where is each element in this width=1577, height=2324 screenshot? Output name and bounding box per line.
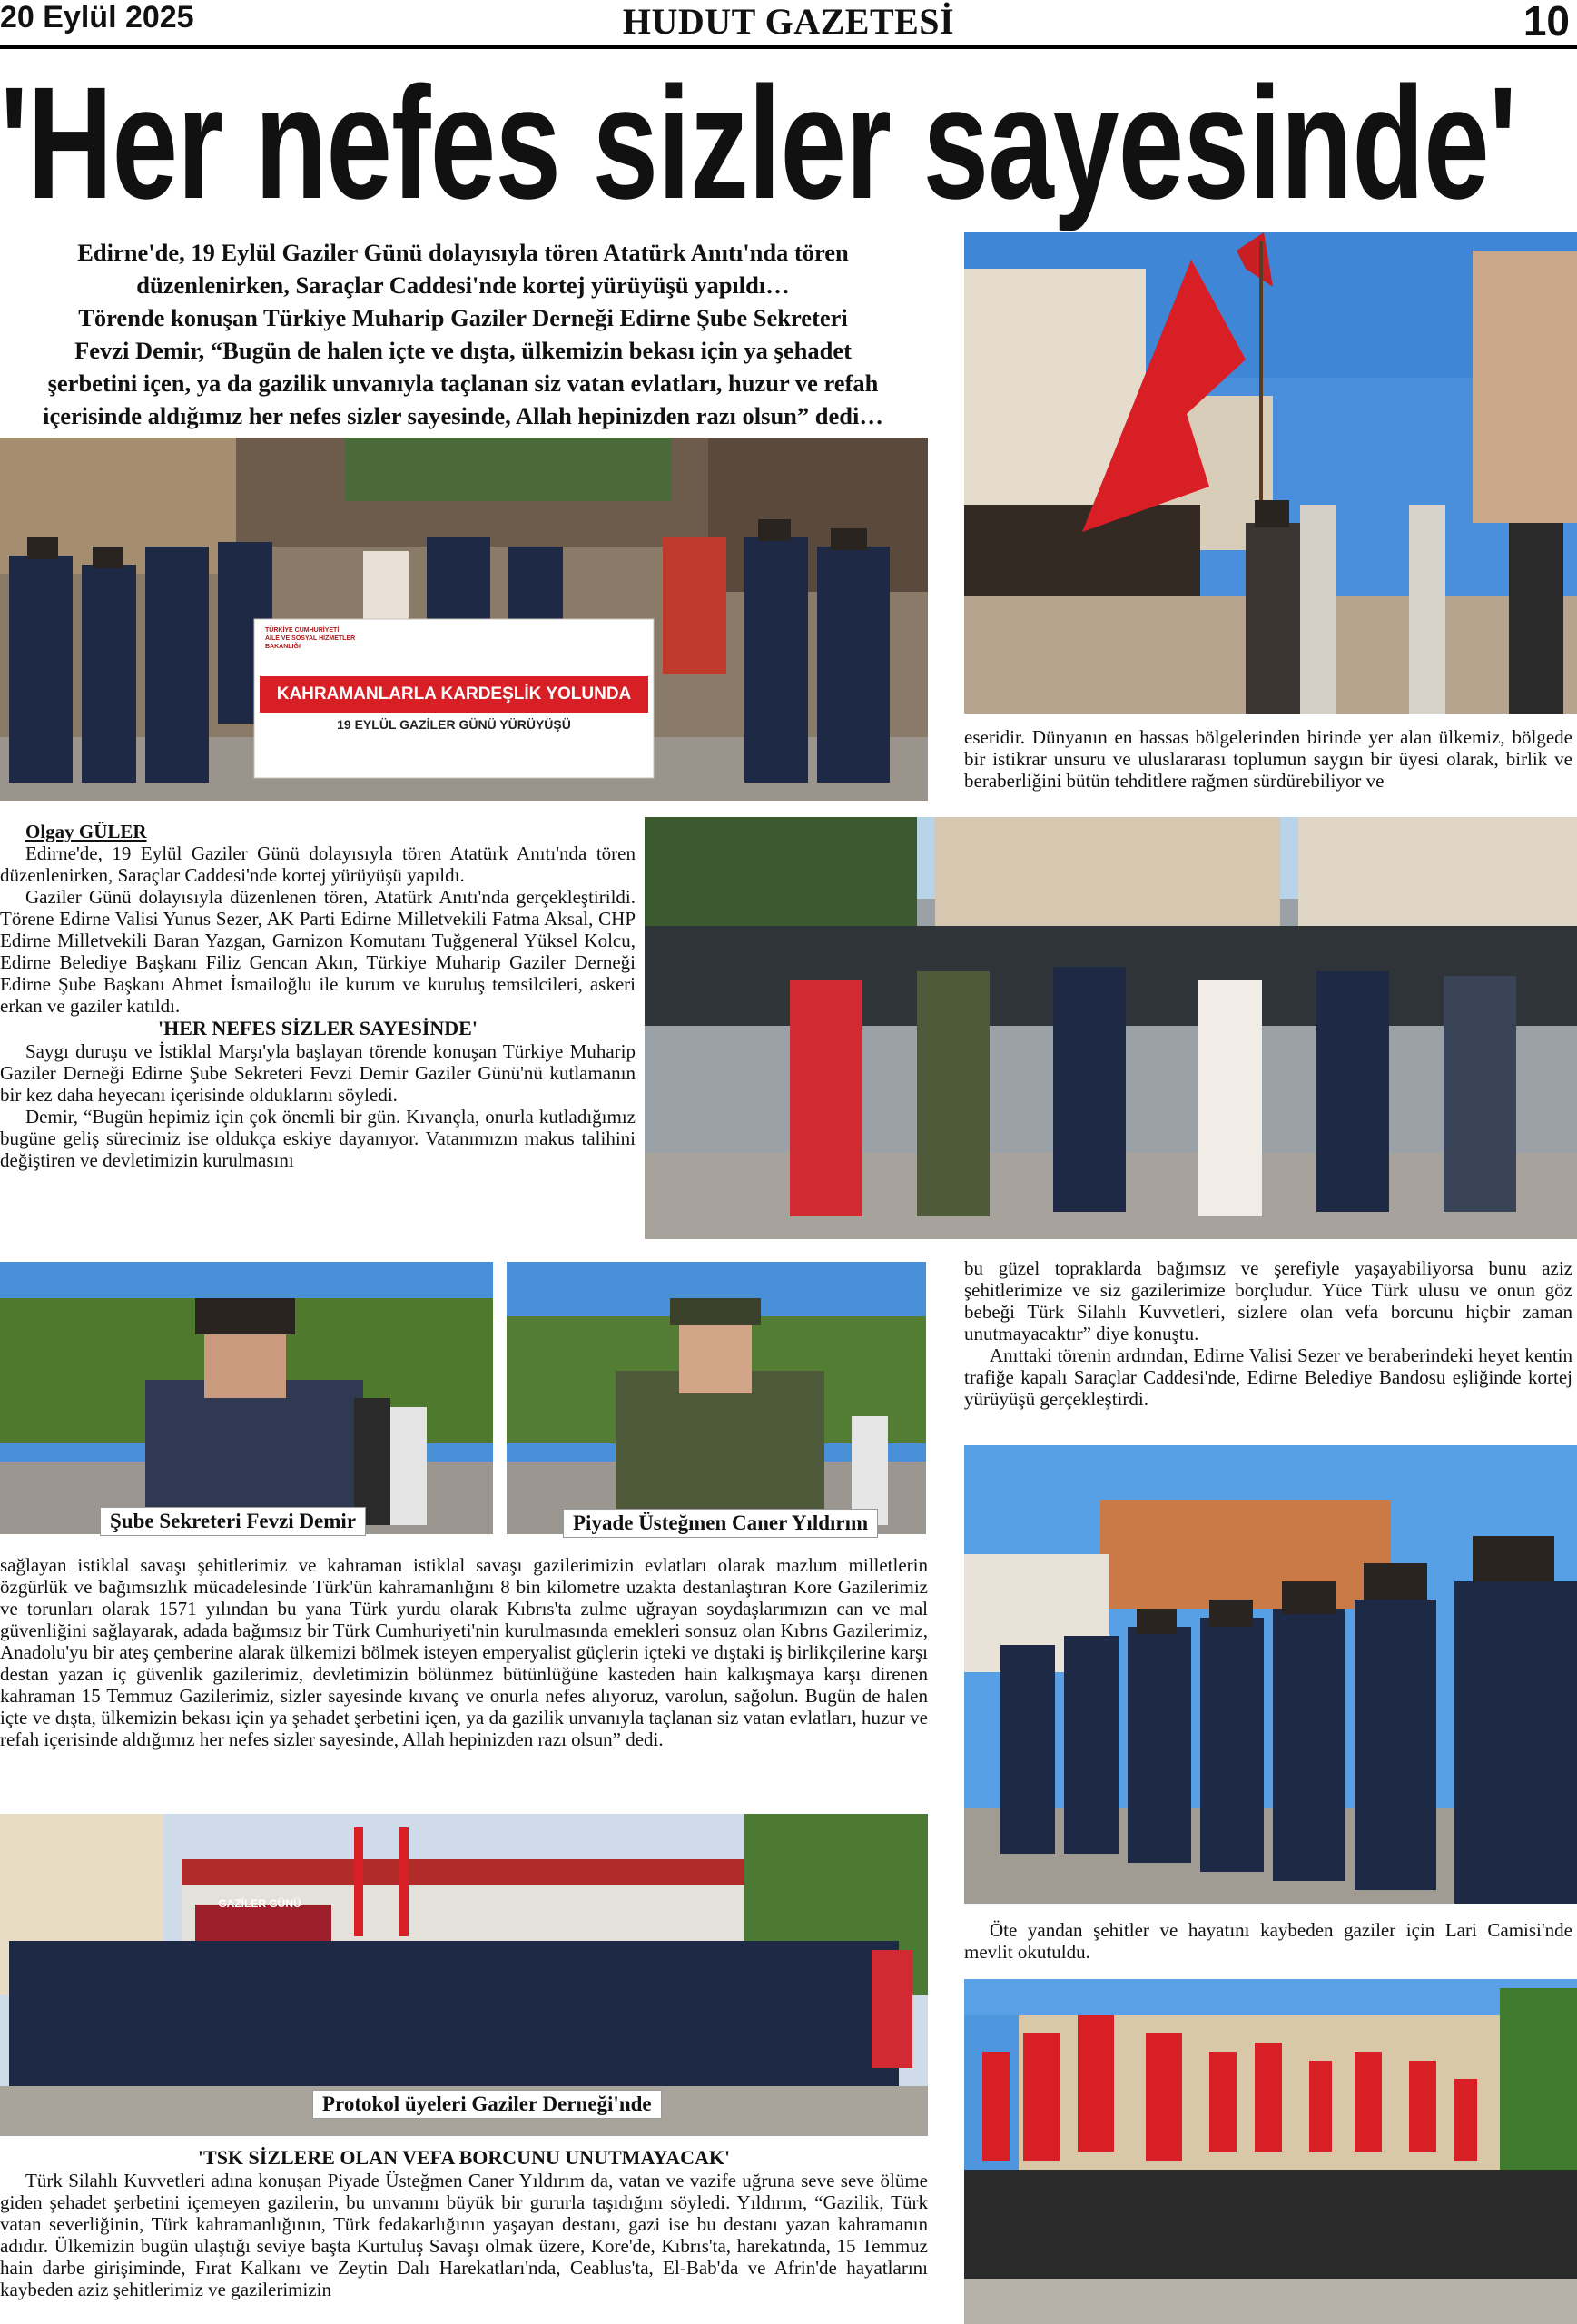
banner-subtitle: 19 EYLÜL GAZİLER GÜNÜ YÜRÜYÜŞÜ bbox=[337, 717, 571, 732]
article-paragraph: Demir, “Bugün hepimiz için çok önemli bir gün. Kıvançla, onurla kutladığımız bugüne geliş sürecimiz ise oldukça eskiye dayanıyor. Vatanımızın makus talihini değiştiren ve devletimizin kurulmasını bbox=[0, 1106, 636, 1171]
photo-flag-bearer bbox=[964, 232, 1577, 714]
issue-date: 20 Eylül 2025 bbox=[0, 0, 194, 34]
lead-line: düzenlenirken, Saraçlar Caddesi'nde kortej yürüyüşü yapıldı… bbox=[136, 271, 790, 299]
photo-officials-lineup bbox=[645, 817, 1577, 1239]
article-col-right-3 bbox=[964, 1919, 1572, 1963]
article-col-right-1 bbox=[964, 726, 1572, 792]
photo-salute-fevzi-demir bbox=[0, 1262, 493, 1534]
article-paragraph: Anıttaki törenin ardından, Edirne Valisi Sezer ve beraberindeki heyet kentin trafiğe kapalı Saraçlar Caddesi'nde, Edirne Belediye Bandosu eşliğinde kortej yürüyüşü gerçekleştirdi. bbox=[964, 1344, 1572, 1410]
article-paragraph: Saygı duruşu ve İstiklal Marşı'yla başlayan törende konuşan Türkiye Muharip Gaziler Derneği Edirne Şube Sekreteri Fevzi Demir Gaziler Günü'nü kutlamanın bir kez daha heyecanı içerisinde olduklarını söyledi. bbox=[0, 1040, 636, 1106]
newspaper-name: HUDUT GAZETESİ bbox=[622, 1, 955, 42]
lead-line: şerbetini içen, ya da gazilik unvanıyla taçlanan siz vatan evlatları, huzur ve refah bbox=[47, 369, 879, 397]
article-paragraph: Gaziler Günü dolayısıyla düzenlenen tören, Atatürk Anıtı'nda gerçekleştirildi. Törene Edirne Valisi Yunus Sezer, AK Parti Edirne Milletvekili Fatma Aksal, CHP Edirne Milletvekili Baran Yazgan, Garnizon Komutanı Tuğgeneral Yüksel Kolcu, Edirne Belediye Başkanı Filiz Gencan Akın, Türkiye Muharip Gaziler Derneği Edirne Şube Başkanı Ahmet İsmailoğlu ile kurum ve kuruluş temsilcileri, askeri erkan ve gaziler katıldı. bbox=[0, 886, 636, 1017]
article-paragraph: bu güzel topraklarda bağımsız ve şerefiyle yaşayabiliyorsa bunu aziz şehitlerimize ve siz gazilerimize borçludur. Yüce Türk ulusu ve onun göz bebeği Türk Silahlı Kuvvetleri, sizlere olan vefa borcunu hiçbir zaman unutmayacaktır” diye konuştu. bbox=[964, 1257, 1572, 1344]
lead-paragraph bbox=[0, 236, 926, 432]
byline: Olgay GÜLER bbox=[25, 821, 147, 842]
article-col-bottom bbox=[0, 2146, 928, 2300]
photo-flags-parade bbox=[964, 1979, 1577, 2324]
article-paragraph: Türk Silahlı Kuvvetleri adına konuşan Piyade Üsteğmen Caner Yıldırım da, vatan ve vazife uğruna seve seve ölüme giden şehadet şerbetini içemeyen gazilerin, bu unvanını büyük bir gururla taşıdığını söyledi. Yıldırım, “Gazilik, Türk vatan severliğinin, Türk kahramanlığının, Türk fedakarlığının yaşayan destanı, gazi ise bu destanı yazan kahramanın adıdır. Ülkemizin bugün ulaştığı seviye başta Kurtuluş Savaşı olmak üzere, Kore'de, Kıbrıs'ta, harekatında, 15 Temmuz hain darbe girişiminde, Fırat Kalkanı ve Zeytin Dalı Harekatları'nda, Ceablus'ta, El-Bab'da ve Afrin'de hayatlarını kaybeden aziz şehitlerimiz ve gazilerimizin bbox=[0, 2170, 928, 2300]
caption-caner-yildirim: Piyade Üsteğmen Caner Yıldırım bbox=[563, 1509, 878, 1538]
article-paragraph: eseridir. Dünyanın en hassas bölgelerinden birinde yer alan ülkemiz, bölgede bir istikrar unsuru ve uluslararası toplumun saygın bir üyesi olarak, birlik ve beraberliğini bütün tehditlere rağmen sürdürebiliyor ve bbox=[964, 726, 1572, 792]
lead-line: Fevzi Demir, “Bugün de halen içte ve dışta, ülkemizin bekası için ya şehadet bbox=[74, 337, 852, 364]
article-col-left bbox=[0, 821, 636, 1171]
header-rule bbox=[0, 45, 1577, 49]
lead-line: Edirne'de, 19 Eylül Gaziler Günü dolayısıyla tören Atatürk Anıtı'nda tören bbox=[77, 239, 849, 266]
subhead-tsk: 'TSK SİZLERE OLAN VEFA BORCUNU UNUTMAYACAK' bbox=[197, 2146, 731, 2169]
article-paragraph: Edirne'de, 19 Eylül Gaziler Günü dolayısıyla tören Atatürk Anıtı'nda tören düzenlenirken, Saraçlar Caddesi'nde kortej yürüyüşü yapıldı. bbox=[0, 842, 636, 886]
article-paragraph: Öte yandan şehitler ve hayatını kaybeden gaziler için Lari Camisi'nde mevlit okutuldu. bbox=[964, 1919, 1572, 1963]
lead-line: Törende konuşan Türkiye Muharip Gaziler Derneği Edirne Şube Sekreteri bbox=[78, 304, 848, 331]
photo-march-banner bbox=[0, 438, 928, 801]
lead-line: içerisinde aldığımız her nefes sizler sayesinde, Allah hepinizden razı olsun” dedi… bbox=[43, 402, 883, 429]
caption-fevzi-demir: Şube Sekreteri Fevzi Demir bbox=[100, 1507, 366, 1536]
article-col-right-2 bbox=[964, 1257, 1572, 1410]
banner-title: KAHRAMANLARLA KARDEŞLİK YOLUNDA bbox=[260, 676, 648, 713]
photo-salute-caner-yildirim bbox=[507, 1262, 926, 1534]
caption-protocol: Protokol üyeleri Gaziler Derneği'nde bbox=[312, 2090, 662, 2119]
banner-org-line: AİLE VE SOSYAL HİZMETLER bbox=[265, 635, 356, 642]
sign-gaziler-gunu: GAZİLER GÜNÜ bbox=[218, 1897, 301, 1910]
banner-org bbox=[265, 626, 646, 651]
banner-org-line: TÜRKİYE CUMHURİYETİ bbox=[265, 627, 340, 634]
banner-org-line: BAKANLIĞI bbox=[265, 644, 301, 650]
article-col-left-long bbox=[0, 1554, 928, 1750]
page-number: 10 bbox=[1523, 0, 1570, 44]
headline: 'Her nefes sizler sayesinde' bbox=[0, 54, 1517, 232]
photo-gaziler-saluting bbox=[964, 1445, 1577, 1904]
subhead-her-nefes: 'HER NEFES SİZLER SAYESİNDE' bbox=[158, 1017, 478, 1039]
photo-protocol-group bbox=[0, 1814, 928, 2136]
article-paragraph: sağlayan istiklal savaşı şehitlerimiz ve kahraman istiklal savaşı gazilerimizin evlatları olarak mazlum milletlerin özgürlük ve bağımsızlık mücadelesinde Türk'ün kahramanlığını 8 bin kilometre uzakta destanlaştıran Kore Gazilerimiz ve torunları olarak 1571 yılından bu yana Türk yurdu olarak Kıbrıs'ta zulme uğrayan soydaşlarımızın can ve mal güvenliğini sağlayarak, adada bağımsız bir Türk Cumhuriyeti'nin kurulmasında emekleri sonsuz olan Kıbrıs Gazilerimiz, Anadolu'yu bir ateş çemberine alarak ülkemizi bölmek isteyen emperyalist güçlerin içteki ve dıştaki iş birlikçilerine karşı destan yazan iç güvenlik gazilerimiz, devletimizin bölünmez bütünlüğüne kasteden hain kalkışmaya karşı direnen kahraman 15 Temmuz Gazilerimiz, sizler sayesinde kıvanç ve onurla nefes alıyoruz, varolun, sağolun. Bugün de halen içte ve dışta, ülkemizin bekası için ya şehadet şerbetini içen, ya da gazilik unvanıyla taçlanan siz vatan evlatları, huzur ve refah içerisinde aldığımız her nefes sizler sayesinde, Allah hepinizden razı olsun” dedi. bbox=[0, 1554, 928, 1750]
